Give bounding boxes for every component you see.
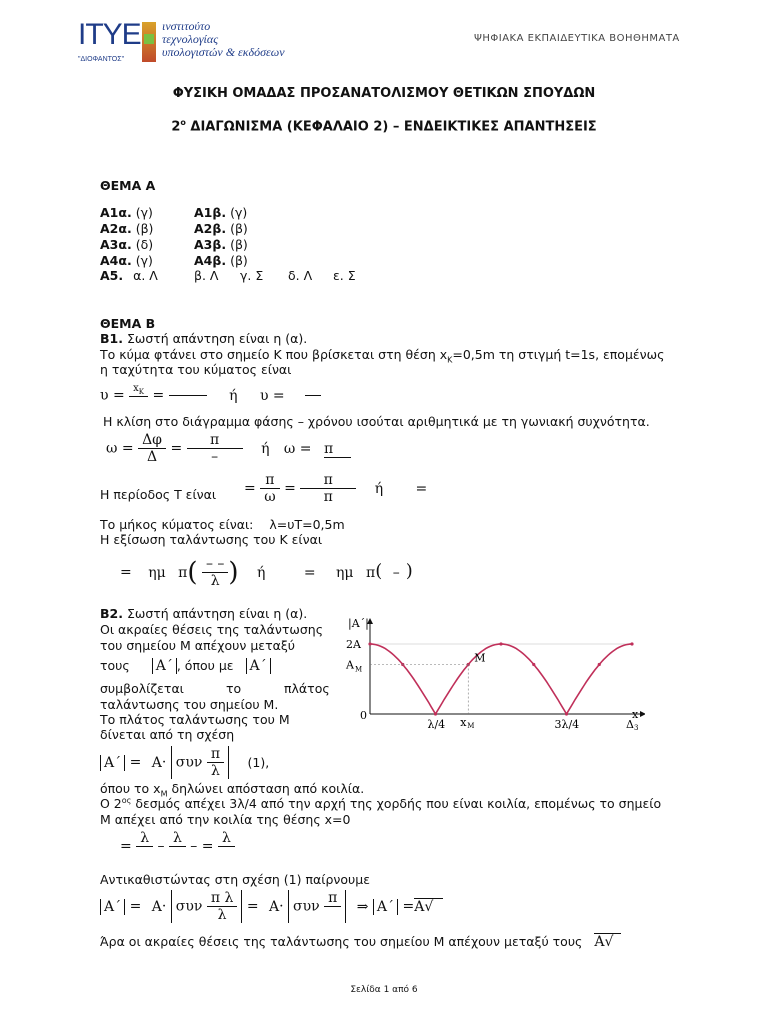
b2-para2-2: το xyxy=(226,681,242,696)
eq6-frac3 xyxy=(218,830,235,863)
eq7-frac2 xyxy=(324,890,341,923)
eq6-l3: λ xyxy=(218,830,235,847)
b1-answer xyxy=(100,331,307,346)
eq4-pi2: π xyxy=(366,564,376,581)
eq3-num: π xyxy=(260,472,279,489)
x-axis-arrow xyxy=(640,711,645,717)
abs-a-prime-2-text: A΄ xyxy=(249,658,267,674)
b2-text-8b: δεσμός απέχει 3λ/4 από την αρχή της χορδής που είναι κοιλία, επομένως το σημείο xyxy=(131,796,662,812)
y-tick-2a: 2A xyxy=(346,638,361,651)
data-point xyxy=(565,712,568,715)
eq1-num-text: x xyxy=(133,383,139,394)
eq2-or: ή xyxy=(261,440,270,457)
equation-period xyxy=(244,472,427,505)
eq2-rhs: ω = xyxy=(283,440,312,457)
eq4-inner2: – xyxy=(392,564,400,581)
eq7-eq: = xyxy=(129,898,142,915)
eq5-A: A xyxy=(151,754,162,771)
eq7-A: A xyxy=(151,898,162,915)
theme-a-row-2b xyxy=(194,221,248,236)
eq1-lhs: υ = xyxy=(100,387,125,404)
eq2-den2: – xyxy=(211,449,219,465)
answer-value: (β) xyxy=(230,221,248,236)
b1-text-5 xyxy=(100,517,345,532)
b2-text-10: Αντικαθιστώντας στη σχέση (1) παίρνουμε xyxy=(100,872,370,887)
answer-key: Α3α. xyxy=(100,237,132,252)
eq4-fn: ημ xyxy=(148,564,166,581)
a5-item: α. Λ xyxy=(133,268,158,283)
answer-value: (γ) xyxy=(230,205,248,220)
data-point xyxy=(434,712,437,715)
logo-text xyxy=(162,20,285,59)
eq3-frac xyxy=(260,472,279,505)
eq6-l1: λ xyxy=(136,830,153,847)
eq7-num: π λ xyxy=(207,890,238,907)
eq7-eq2: = xyxy=(246,898,259,915)
eq6-frac2 xyxy=(169,830,186,863)
a5-item: δ. Λ xyxy=(288,268,313,283)
b2-para-3: ταλάντωσης του σημείου Μ. xyxy=(100,697,279,712)
eq2-den: Δ xyxy=(146,449,158,465)
eq7-fn: συν xyxy=(175,898,203,915)
b1-key: Β1. xyxy=(100,331,123,346)
b1-text-1b: =0,5m τη στιγμή t=1s, επομένως xyxy=(452,347,665,362)
b2-text-11-text: Άρα οι ακραίες θέσεις της ταλάντωσης του σημείου Μ απέχουν μεταξύ τους xyxy=(100,934,583,949)
theme-a-row-4b xyxy=(194,253,248,268)
eq5-frac xyxy=(207,746,224,779)
a5-item: β. Λ xyxy=(194,268,219,283)
b1-text-6: Η εξίσωση ταλάντωσης του Κ είναι xyxy=(100,532,323,547)
b2-para-2: του σημείου Μ απέχουν μεταξύ xyxy=(100,638,296,653)
eq5-num: π xyxy=(207,746,224,763)
b2-text-11 xyxy=(100,934,621,950)
eq4-lparen2: ( xyxy=(375,560,383,582)
b2-text-7b: δηλώνει απόσταση από κοιλία. xyxy=(167,781,365,796)
eq5-dot: · xyxy=(161,754,167,771)
abs-a-prime-text: A΄ xyxy=(155,658,173,674)
eq4-lhs: = xyxy=(120,564,132,581)
answer-value: (γ) xyxy=(135,253,153,268)
eq7-dot: · xyxy=(161,898,167,915)
point-m-label: M xyxy=(474,651,486,665)
page-title: ΦΥΣΙΚΗ ΟΜΑΔΑΣ ΠΡΟΣΑΝΑΤΟΛΙΣΜΟΥ ΘΕΤΙΚΩΝ ΣΠΟΥΔΩΝ xyxy=(172,86,596,101)
eq1-num-sub: K xyxy=(138,388,145,396)
eq7-fn2: συν xyxy=(293,898,320,915)
answer-key: Α3β. xyxy=(194,237,227,252)
equation-oscillation xyxy=(120,556,413,589)
eq1-or: ή xyxy=(229,387,238,404)
eq4-num: – – xyxy=(202,556,228,573)
header-right: ΨΗΦΙΑΚΑ ΕΚΠΑΙΔΕΥΤΙΚΑ ΒΟΗΘΗΜΑΤΑ xyxy=(474,33,680,44)
eq5-abs-text: A΄ xyxy=(104,754,122,771)
eq7-num2: π xyxy=(324,890,341,907)
answer-value: (β) xyxy=(230,237,248,252)
equation-substitution xyxy=(100,890,443,923)
b2-para-1: Οι ακραίες θέσεις της ταλάντωσης xyxy=(100,622,324,637)
data-point xyxy=(532,663,535,666)
amplitude-chart xyxy=(340,612,645,740)
theme-b-heading: ΘΕΜΑ Β xyxy=(100,316,156,331)
eq2-num2: π xyxy=(187,432,243,449)
eq4-lhs2: = xyxy=(303,564,316,581)
amplitude-curve xyxy=(370,644,632,714)
eq6-den3 xyxy=(218,847,235,863)
b2-text-9: Μ απέχει από την κοιλία της θέσης x=0 xyxy=(100,812,351,827)
x-tick-d3: Δ xyxy=(626,718,634,731)
theme-a-row-2 xyxy=(100,221,153,236)
eq5-abs xyxy=(100,755,125,771)
eq4-or: ή xyxy=(257,564,266,581)
equation-distance xyxy=(120,830,235,863)
eq7-abs xyxy=(100,899,125,915)
b2-text-8-sup: ος xyxy=(121,796,132,805)
eq5-tag: (1), xyxy=(247,754,270,770)
theme-a-row-3b xyxy=(194,237,248,252)
x-axis-label: x xyxy=(632,708,639,721)
logo xyxy=(78,14,285,74)
eq2-frac xyxy=(138,432,166,465)
eq1-frac xyxy=(129,383,148,408)
eq6-den1 xyxy=(136,847,153,863)
equation-omega xyxy=(106,432,351,465)
b1-text-3: Η κλίση στο διάγραμμα φάσης – χρόνου ισούται αριθμητικά με τη γωνιακή συχνότητα. xyxy=(103,414,650,429)
eq6-minus: – xyxy=(157,838,165,855)
eq1-num xyxy=(129,383,148,397)
eq7-abs2 xyxy=(373,899,398,915)
logo-main: ΙΤΥΕ xyxy=(78,18,141,51)
answer-value: (β) xyxy=(230,253,248,268)
eq3-num2: π xyxy=(300,472,356,489)
theme-a-row-1b xyxy=(194,205,247,220)
answer-key: Α4β. xyxy=(194,253,227,268)
eq7-absfn xyxy=(171,890,243,923)
b2-answer-text: Σωστή απάντηση είναι η (α). xyxy=(126,606,308,621)
eq4-rparen: ) xyxy=(228,557,239,588)
chart-layer xyxy=(345,617,645,732)
eq6-den2 xyxy=(169,847,186,863)
b2-answer xyxy=(100,606,307,621)
eq7-abs-text: A΄ xyxy=(104,898,122,915)
theme-a-row-3 xyxy=(100,237,153,252)
eq3-eq3: = xyxy=(415,480,428,497)
answer-value: (γ) xyxy=(135,205,153,220)
eq4-den: λ xyxy=(210,573,220,589)
answer-key: Α1β. xyxy=(194,205,227,220)
b2-para-4b: δίνεται από τη σχέση xyxy=(100,727,235,742)
theme-a-heading: ΘΕΜΑ Α xyxy=(100,178,156,193)
x-tick-d3-sub: 3 xyxy=(634,724,639,732)
x-tick-3l4: 3λ/4 xyxy=(554,718,580,731)
eq7-arrow: ⇒ xyxy=(356,898,369,915)
a5-item: ε. Σ xyxy=(333,268,356,283)
abs-a-prime xyxy=(152,658,177,674)
eq1-den xyxy=(129,397,148,408)
eq7-eq3: = xyxy=(402,898,415,915)
eq4-rparen2: ) xyxy=(405,560,413,582)
answer-key: Α2β. xyxy=(194,221,227,236)
theme-a-row-5 xyxy=(100,268,158,283)
eq3-eq: = xyxy=(244,480,256,497)
b1-text-1a: Το κύμα φτάνει στο σημείο Κ που βρίσκεται στη θέση x xyxy=(100,347,448,362)
eq3-or: ή xyxy=(374,480,384,497)
eq6-lhs: = xyxy=(120,838,132,855)
eq1-eq: = xyxy=(152,387,165,404)
b2-text-8 xyxy=(100,796,661,811)
data-point xyxy=(499,642,502,645)
eq3-den: ω xyxy=(264,489,276,505)
equation-amplitude xyxy=(100,746,269,779)
eq2-num: Δφ xyxy=(138,432,166,449)
eq7-absfn2 xyxy=(288,890,346,923)
eq4-pi: π xyxy=(178,564,188,581)
b1-text-5b: λ=υT=0,5m xyxy=(269,517,345,532)
eq4-lparen: ( xyxy=(187,557,198,588)
eq7-dot2: · xyxy=(279,898,284,915)
subtitle-sup: ο xyxy=(180,118,186,127)
data-point xyxy=(598,663,601,666)
abs-a-prime-2 xyxy=(246,658,271,674)
b2-para-4a: Το πλάτος ταλάντωσης του Μ xyxy=(100,712,290,727)
b1-text-2: η ταχύτητα του κύματος είναι xyxy=(100,362,292,377)
eq7-A2: A xyxy=(269,898,280,915)
eq7-abs2-text: A΄ xyxy=(376,898,395,915)
y-tick-am: A xyxy=(346,658,354,672)
b1-text-1-sub: K xyxy=(447,355,453,365)
logo-line-2: τεχνολογίας xyxy=(162,32,219,46)
x-tick-xm: x xyxy=(460,716,467,729)
b2-text-7-sub: M xyxy=(160,789,168,799)
eq5-den: λ xyxy=(210,763,220,779)
x-tick-xm-sub: M xyxy=(467,722,475,730)
b2-tous: τους xyxy=(100,658,130,673)
eq6-l2: λ xyxy=(169,830,186,847)
eq5-abs2 xyxy=(171,746,229,779)
b2-text-8a: Ο 2 xyxy=(100,796,122,812)
eq7-frac xyxy=(207,890,238,923)
eq1-blank xyxy=(169,395,207,396)
eq6-minus2: – xyxy=(190,838,198,855)
eq2-frac2 xyxy=(187,432,243,465)
b2-opou: , όπου με xyxy=(176,658,234,673)
equation-velocity xyxy=(100,383,321,408)
b2-key: Β2. xyxy=(100,606,123,621)
eq3-frac2 xyxy=(300,472,356,505)
eq3-eq2: = xyxy=(284,480,296,497)
page-footer xyxy=(0,985,768,995)
answer-value: (δ) xyxy=(135,237,154,252)
answer-key: Α2α. xyxy=(100,221,132,236)
eq7-res: A√ xyxy=(414,898,443,915)
a5-item: γ. Σ xyxy=(240,268,264,283)
logo-line-3: υπολογιστών & εκδόσεων xyxy=(162,45,285,59)
logo-sub: "ΔΙΟΦΑΝΤΟΣ" xyxy=(78,56,125,63)
answer-key: Α4α. xyxy=(100,253,132,268)
b2-text-11-res: A√ xyxy=(594,933,621,950)
y-axis-label: |A΄| xyxy=(348,617,369,630)
eq5-eq: = xyxy=(129,754,142,771)
eq2-rhs-pi: π xyxy=(324,441,351,458)
b2-para2-1: συμβολίζεται xyxy=(100,681,184,696)
answer-key: Α1α. xyxy=(100,205,132,220)
b2-tous-line xyxy=(100,658,330,674)
b1-answer-text: Σωστή απάντηση είναι η (α). xyxy=(126,331,308,346)
eq5-fn: συν xyxy=(175,754,203,771)
answer-value: (β) xyxy=(135,221,154,236)
b1-text-5a: Το μήκος κύματος είναι: xyxy=(100,517,254,532)
eq7-den2 xyxy=(324,907,341,923)
eq4-frac xyxy=(202,556,228,589)
theme-a-row-1 xyxy=(100,205,153,220)
subtitle-rest: ΔΙΑΓΩΝΙΣΜΑ (ΚΕΦΑΛΑΙΟ 2) – ΕΝΔΕΙΚΤΙΚΕΣ ΑΠΑΝΤΗΣΕΙΣ xyxy=(190,119,597,135)
data-point xyxy=(368,642,371,645)
b1-text-4: Η περίοδος T είναι xyxy=(100,487,217,502)
b2-para2-3: πλάτος xyxy=(284,681,330,696)
eq3-den2: π xyxy=(323,489,333,505)
logo-line-1: ινστιτούτο xyxy=(162,19,211,33)
eq4-fn2: ημ xyxy=(336,564,354,581)
data-point xyxy=(630,642,633,645)
eq6-eq: = xyxy=(201,838,214,855)
footer-text: Σελίδα 1 από 6 xyxy=(350,985,418,995)
b2-text-7a: όπου το x xyxy=(100,781,161,796)
logo-mark-2 xyxy=(144,34,154,44)
eq2-eq: = xyxy=(170,440,183,457)
y-tick-0: 0 xyxy=(360,709,367,722)
page-subtitle xyxy=(0,118,768,134)
eq1-rhs: υ = xyxy=(259,387,285,404)
eq7-den: λ xyxy=(217,907,227,923)
x-tick-l4: λ/4 xyxy=(427,718,446,731)
subtitle-num: 2 xyxy=(171,119,181,135)
answer-key: Α5. xyxy=(100,268,124,283)
eq2-lhs: ω = xyxy=(106,440,134,457)
eq6-frac1 xyxy=(136,830,153,863)
y-tick-am-sub: M xyxy=(355,665,363,674)
theme-a-row-4 xyxy=(100,253,153,268)
eq1-blank2 xyxy=(305,395,321,396)
